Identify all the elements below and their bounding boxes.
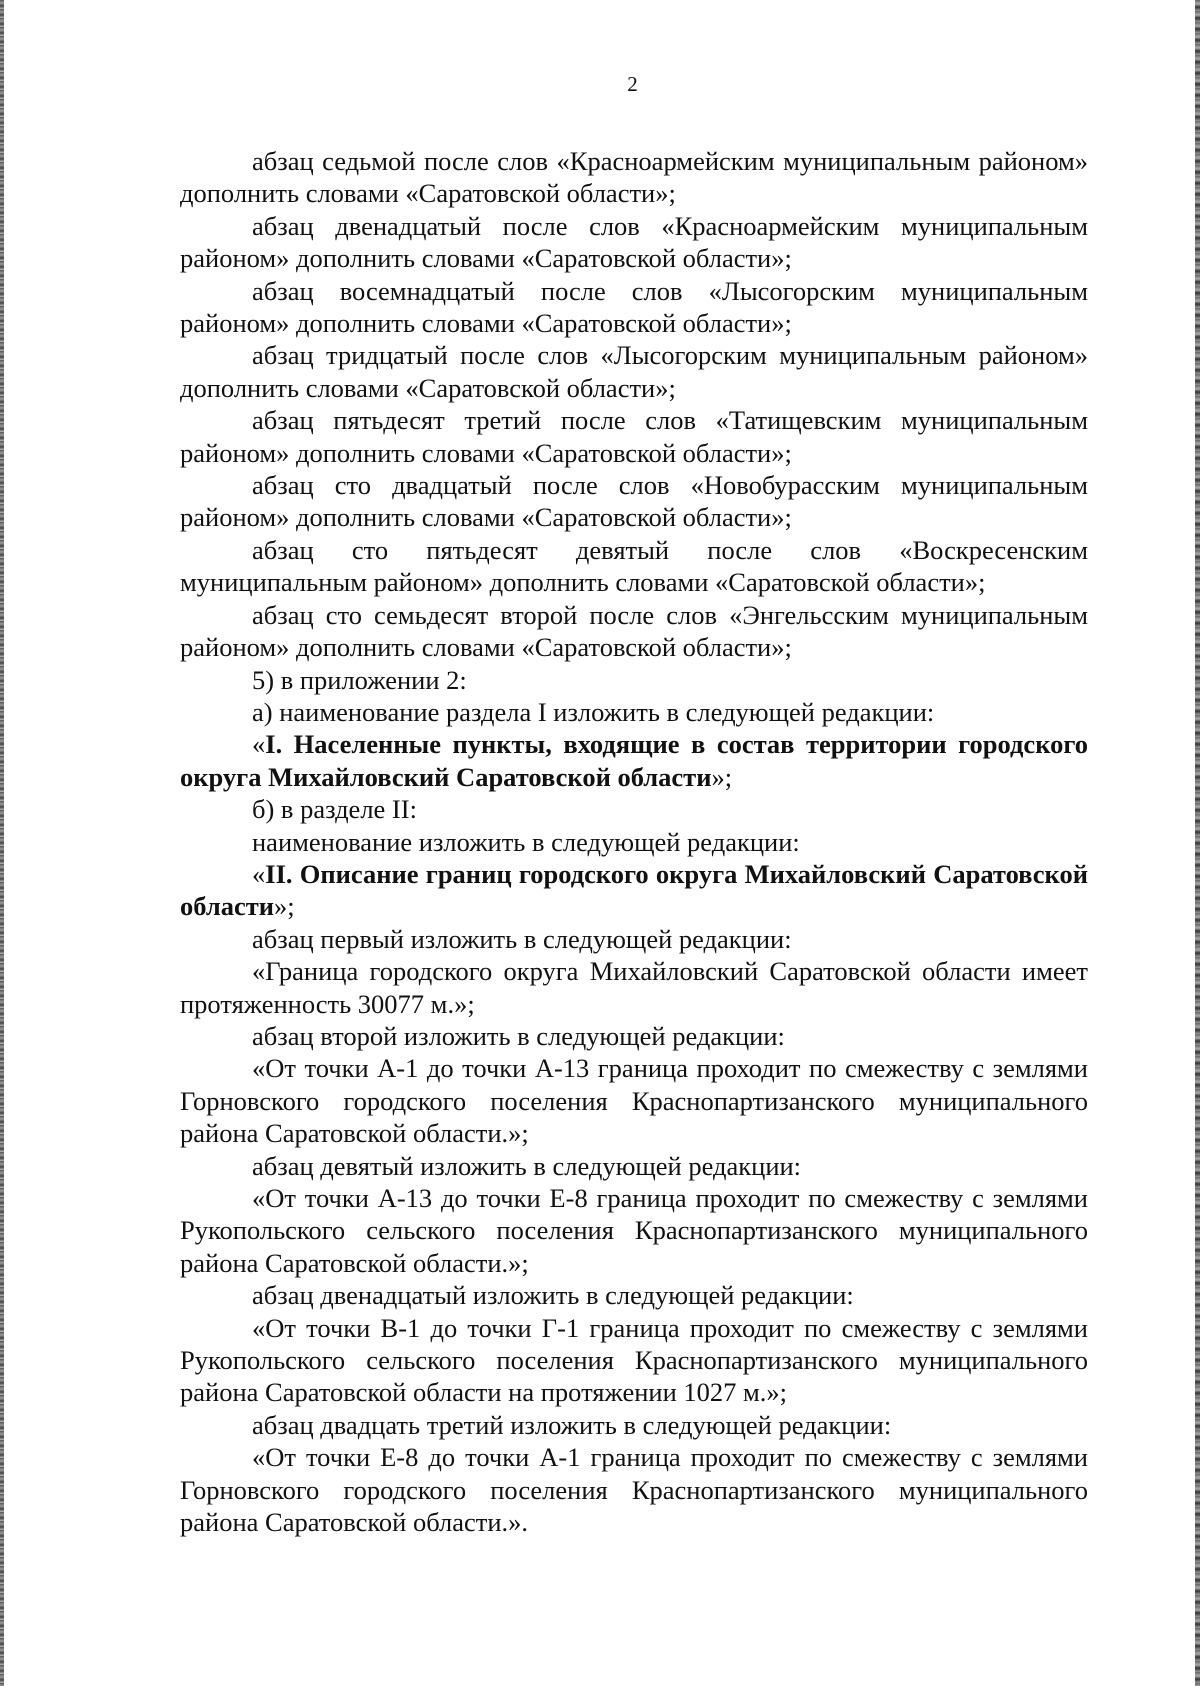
paragraph: абзац девятый изложить в следующей редакции:	[252, 1150, 802, 1181]
paragraph: абзац тридцатый после слов «Лысогорским муниципальным районом» дополнить словами «Саратовской области»;	[180, 340, 1088, 403]
paragraph: абзац двенадцатый после слов «Красноармейским муниципальным районом» дополнить словами «Саратовской области»;	[180, 210, 1088, 274]
paragraph: абзац двенадцатый изложить в следующей редакции:	[252, 1280, 854, 1311]
paragraph: абзац восемнадцатый после слов «Лысогорским муниципальным районом» дополнить словами «Саратовской области»;	[180, 275, 1088, 339]
paragraph: абзац пятьдесят третий после слов «Татищевским муниципальным районом» дополнить словами «Саратовской области»;	[180, 405, 1088, 468]
section-1-title-quote	[180, 728, 1088, 793]
quote-close: »;	[274, 891, 295, 922]
page-number: 2	[627, 72, 638, 96]
sub-item-a: а) наименование раздела I изложить в следующей редакции:	[252, 696, 935, 727]
sub-item-b: б) в разделе II:	[252, 794, 417, 825]
paragraph: абзац седьмой после слов «Красноармейским муниципальным районом» дополнить словами «Саратовской области»;	[180, 146, 1088, 209]
document-body	[180, 145, 1088, 1538]
section-2-title-quote	[180, 858, 1088, 923]
section-1-title: I. Населенные пункты, входящие в состав территории городского округа Михайловский Саратовской области	[180, 729, 1088, 792]
paragraph: абзац сто семьдесят второй после слов «Энгельсским муниципальным районом» дополнить словами «Саратовской области»;	[180, 599, 1088, 663]
paragraph: абзац сто двадцатый после слов «Новобурасским муниципальным районом» дополнить словами «Саратовской области»;	[180, 470, 1088, 533]
paragraph: абзац второй изложить в следующей редакции:	[252, 1020, 785, 1051]
quote-open: «	[252, 729, 266, 760]
paragraph: «От точки Е-8 до точки А-1 граница проходит по смежеству с землями Горновского городского поселения Краснопартизанского муниципального района Саратовской области.».	[180, 1442, 1088, 1538]
paragraph: абзац двадцать третий изложить в следующей редакции:	[252, 1409, 892, 1440]
paragraph: «От точки В-1 до точки Г-1 граница проходит по смежеству с землями Рукопольского сельского поселения Краснопартизанского муниципального района Саратовской области на протяжении 1027 м.»;	[180, 1312, 1088, 1408]
quote-close: »;	[711, 761, 733, 792]
scan-edge-left	[0, 0, 4, 1686]
paragraph: абзац первый изложить в следующей редакции:	[252, 923, 792, 954]
quote-open: «	[252, 858, 266, 889]
section-2-title: II. Описание границ городского округа Михайловский Саратовской области	[180, 858, 1088, 922]
paragraph: наименование изложить в следующей редакции:	[252, 826, 800, 857]
scan-edge-right	[1195, 0, 1200, 1686]
list-item-5: 5) в приложении 2:	[252, 664, 467, 695]
paragraph: «От точки А-1 до точки А-13 граница проходит по смежеству с землями Горновского городского поселения Краснопартизанского муниципального района Саратовской области.»;	[180, 1053, 1088, 1149]
paragraph: абзац сто пятьдесят девятый после слов «Воскресенским муниципальным районом» дополнить словами «Саратовской области»;	[180, 534, 1088, 598]
paragraph: «От точки А-13 до точки Е-8 граница проходит по смежеству с землями Рукопольского сельского поселения Краснопартизанского муниципального района Саратовской области.»;	[180, 1183, 1088, 1278]
paragraph: «Граница городского округа Михайловский Саратовской области имеет протяженность 30077 м.»;	[180, 956, 1088, 1019]
